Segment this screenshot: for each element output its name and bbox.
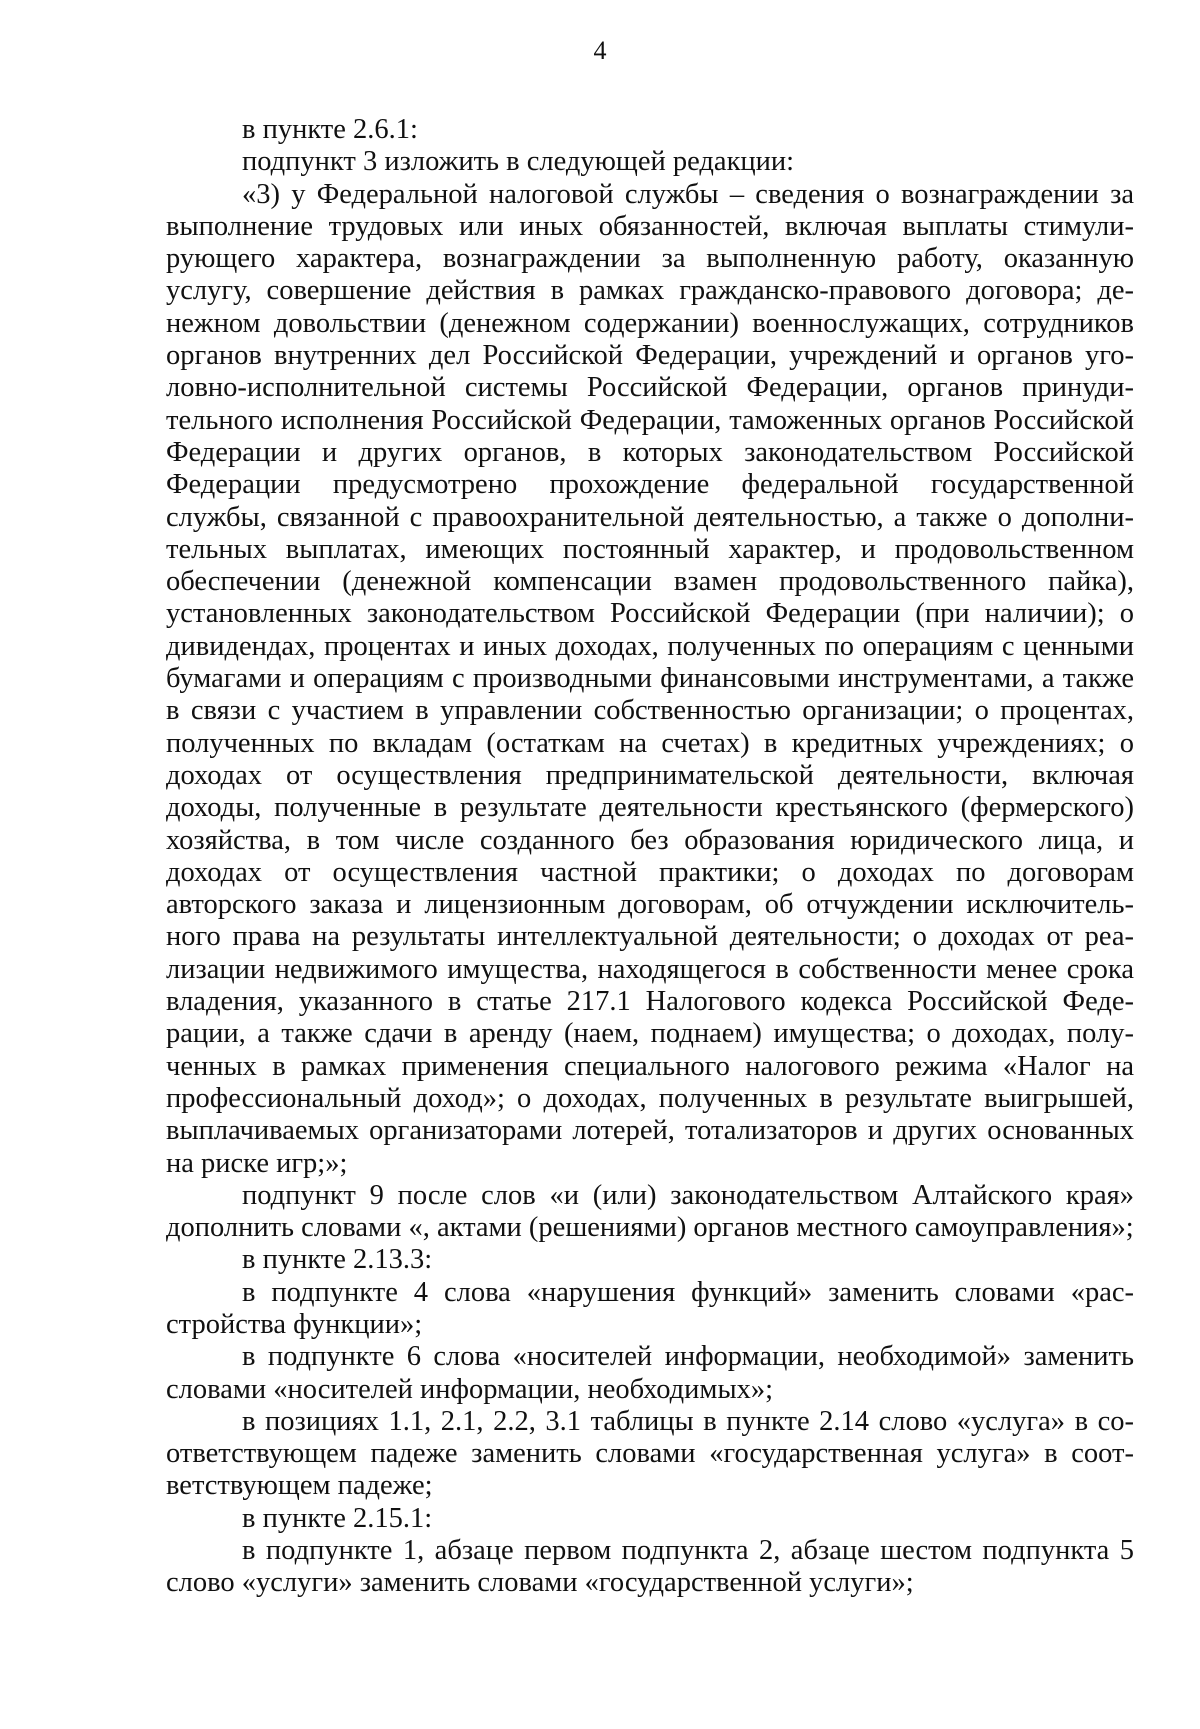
paragraph-point-2-13-3: в пункте 2.13.3:	[242, 1244, 433, 1276]
paragraph-subpoint-3-text: «3) у Федеральной налоговой службы – сведения о вознаграждении за выполнение трудовых или иных обязанностей, включая выплаты стимулирующего характера, вознаграждении за выполненную работу, оказанную услугу, совершение действия в рамках гражданско-правового договора; денежном довольствии (денежном содержании) военнослужащих, сотрудников органов внутренних дел Российской Федерации, учреждений и органов уголовно-исполнительной системы Российской Федерации, органов принудительного исполнения Российской Федерации, таможенных органов Российской Федерации и других органов, в которых законодательством Российской Федерации предусмотрено прохождение федеральной государственной службы, связанной с правоохранительной деятельностью, а также о дополнительных выплатах, имеющих постоянный характер, и продовольственном обеспечении (денежной компенсации взамен продовольственного пайка), установленных законодательством Российской Федерации (при наличии); о дивидендах, процентах и иных доходах, полученных по операциям с ценными бумагами и операциям с производными финансовыми инструментами, а также в связи с участием в управлении собственностью организации; о процентах, полученных по вкладам (остаткам на счетах) в кредитных учреждениях; о доходах от осуществления предпринимательской деятельности, включая доходы, полученные в результате деятельности крестьянского (фермерского) хозяйства, в том числе созданного без образования юридического лица, и доходах от осуществления частной практики; о доходах по договорам авторского заказа и лицензионным договорам, об отчуждении исключительного права на результаты интеллектуальной деятельности; о доходах от реализации недвижимого имущества, находящегося в собственности менее срока владения, указанного в статье 217.1 Налогового кодекса Российской Федерации, а также сдачи в аренду (наем, поднаем) имущества; о доходах, полученных в рамках применения специального налогового режима «Налог на профессиональный доход»; о доходах, полученных в результате выигрышей, выплачиваемых организаторами лотерей, тотализаторов и других основанных на риске игр;»;	[166, 178, 1134, 1179]
page-number: 4	[593, 36, 607, 65]
document-body	[166, 114, 1134, 1600]
paragraph-subpoint-9: подпункт 9 после слов «и (или) законодательством Алтайского края» дополнить словами «, актами (решениями) органов местного самоуправления»;	[166, 1179, 1134, 1244]
paragraph-subpoint-4: в подпункте 4 слова «нарушения функций» заменить словами «расстройства функции»;	[166, 1276, 1134, 1340]
paragraph-point-2-15-1: в пункте 2.15.1:	[242, 1502, 433, 1534]
paragraph-subpoints-1-2-5: в подпункте 1, абзаце первом подпункта 2, абзаце шестом подпункта 5 слово «услуги» заменить словами «государственной услуги»;	[166, 1535, 1134, 1599]
paragraph-table-positions: в позициях 1.1, 2.1, 2.2, 3.1 таблицы в пункте 2.14 слово «услуга» в соответствующем падеже заменить словами «государственная услуга» в соответствующем падеже;	[166, 1405, 1134, 1502]
paragraph-subpoint-3-intro: подпункт 3 изложить в следующей редакции:	[242, 146, 795, 178]
paragraph-subpoint-6: в подпункте 6 слова «носителей информации, необходимой» заменить словами «носителей информации, необходимых»;	[166, 1341, 1134, 1405]
paragraph-point-2-6-1: в пункте 2.6.1:	[242, 114, 418, 145]
